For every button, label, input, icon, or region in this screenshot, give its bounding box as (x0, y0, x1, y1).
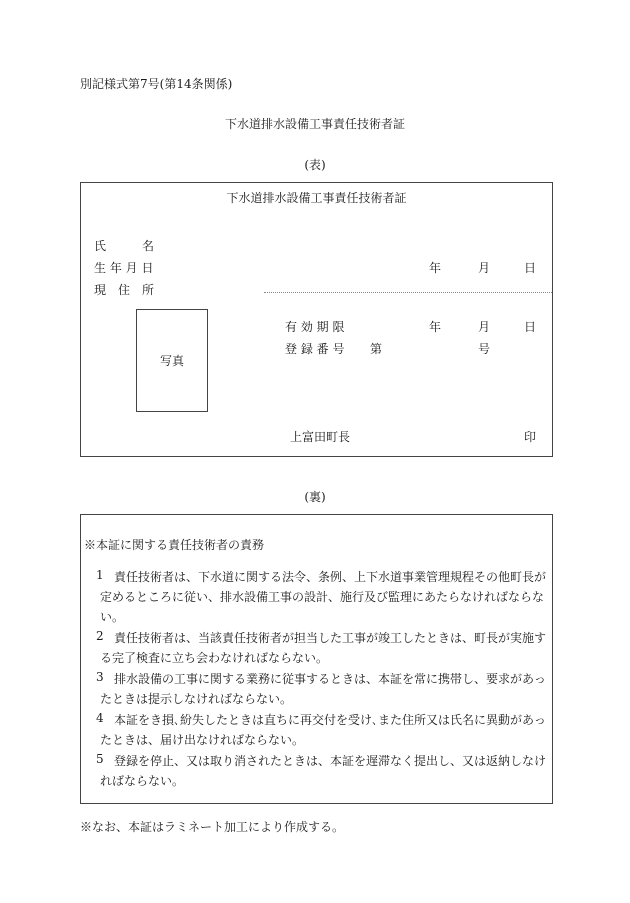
name-label: 氏 名 (94, 239, 155, 253)
duty-item-4-number: 4 (96, 711, 104, 725)
duty-item-1-line2: 定めるところに従い、排水設備工事の設計、施行及び監理にあたらなければならな (100, 590, 545, 604)
duty-item-5-line2: ればならない。 (100, 774, 185, 788)
card-title: 下水道排水設備工事責任技術者証 (226, 191, 407, 205)
photo-placeholder (136, 309, 208, 412)
duty-item-2-line1: 責任技術者は、当該責任技術者が担当した工事が竣工したときは、町長が実施す (114, 631, 547, 645)
form-reference: 別記様式第7号(第14条関係) (80, 77, 233, 91)
validity-day-unit: 日 (524, 320, 537, 334)
duty-item-3-number: 3 (96, 670, 104, 684)
duty-item-1-line1: 責任技術者は、下水道に関する法令、条例、上下水道事業管理規程その他町長が (114, 570, 547, 584)
birth-year-unit: 年 (429, 261, 442, 275)
registration-prefix: 第 (370, 342, 383, 356)
registration-label: 登 録 番 号 (285, 342, 345, 356)
duty-item-1-line3: い。 (100, 610, 125, 624)
duty-item-3-line1: 排水設備の工事に関する業務に従事するときは、本証を常に携帯し、要求があっ (114, 672, 546, 686)
document-title: 下水道排水設備工事責任技術者証 (224, 117, 405, 131)
registration-suffix: 号 (478, 342, 491, 356)
duty-item-5-line1: 登録を停止、又は取り消されたときは、本証を遅滞なく提出し、又は返納しなけ (114, 754, 547, 768)
duties-heading: ※本証に関する責任技術者の責務 (84, 538, 265, 552)
front-side-label: (表) (304, 158, 326, 172)
duty-item-2-number: 2 (96, 629, 104, 643)
footer-note: ※なお、本証はラミネート加工により作成する。 (80, 820, 345, 834)
validity-year-unit: 年 (429, 320, 442, 334)
duty-item-4-line1: 本証をき損､紛失したときは直ちに再交付を受け､また住所又は氏名に異動があっ (114, 713, 546, 727)
duty-item-3-line2: たときは提示しなければならない。 (100, 692, 293, 706)
back-side-label: (裏) (304, 490, 326, 504)
seal-mark: 印 (524, 430, 537, 444)
address-label: 現 住 所 (94, 283, 155, 297)
birth-day-unit: 日 (524, 261, 537, 275)
validity-label: 有 効 期 限 (285, 320, 345, 334)
birthdate-label: 生 年 月 日 (94, 261, 154, 275)
validity-month-unit: 月 (478, 320, 491, 334)
address-divider (264, 292, 552, 293)
birth-month-unit: 月 (478, 261, 491, 275)
duty-item-2-line2: る完了検査に立ち会わなければならない。 (100, 651, 329, 665)
photo-label: 写真 (159, 354, 184, 368)
duty-item-5-number: 5 (96, 752, 104, 766)
duty-item-4-line2: たときは、届け出なければならない。 (100, 733, 305, 747)
issuer-name: 上富田町長 (290, 430, 351, 444)
duty-item-1-number: 1 (96, 568, 104, 582)
